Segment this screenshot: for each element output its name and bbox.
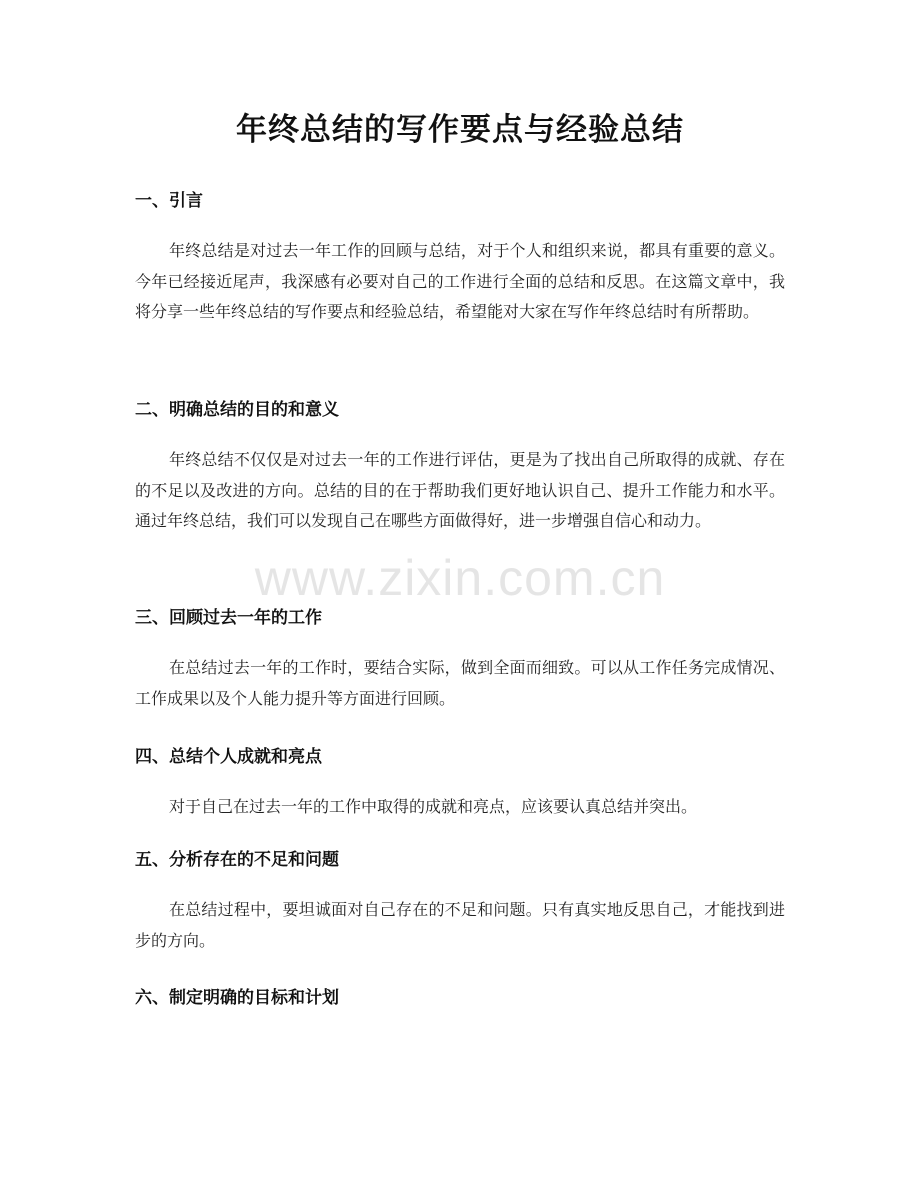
section-body-achievements: 对于自己在过去一年的工作中取得的成就和亮点，应该要认真总结并突出。 <box>169 797 698 816</box>
section-body-shortcomings: 在总结过程中，要坦诚面对自己存在的不足和问题。只有真实地反思自己，才能找到进步的方向。 <box>135 900 785 950</box>
section-body-review: 在总结过去一年的工作时，要结合实际，做到全面而细致。可以从工作任务完成情况、工作成果以及个人能力提升等方面进行回顾。 <box>135 658 785 708</box>
document-title: 年终总结的写作要点与经验总结 <box>236 112 684 148</box>
section-heading-review: 三、回顾过去一年的工作 <box>135 608 322 628</box>
watermark: www.zixin.com.cn <box>254 550 666 606</box>
section-heading-purpose: 二、明确总结的目的和意义 <box>135 400 339 420</box>
section-body-intro: 年终总结是对过去一年工作的回顾与总结，对于个人和组织来说，都具有重要的意义。今年已经接近尾声，我深感有必要对自己的工作进行全面的总结和反思。在这篇文章中，我将分享一些年终总结的写作要点和经验总结，希望能对大家在写作年终总结时有所帮助。 <box>135 241 785 321</box>
section-heading-goals: 六、制定明确的目标和计划 <box>135 988 339 1008</box>
section-heading-shortcomings: 五、分析存在的不足和问题 <box>135 850 339 870</box>
section-heading-achievements: 四、总结个人成就和亮点 <box>135 747 322 767</box>
section-body-purpose: 年终总结不仅仅是对过去一年的工作进行评估，更是为了找出自己所取得的成就、存在的不足以及改进的方向。总结的目的在于帮助我们更好地认识自己、提升工作能力和水平。通过年终总结，我们可以发现自己在哪些方面做得好，进一步增强自信心和动力。 <box>135 450 785 530</box>
section-heading-intro: 一、引言 <box>135 191 203 211</box>
